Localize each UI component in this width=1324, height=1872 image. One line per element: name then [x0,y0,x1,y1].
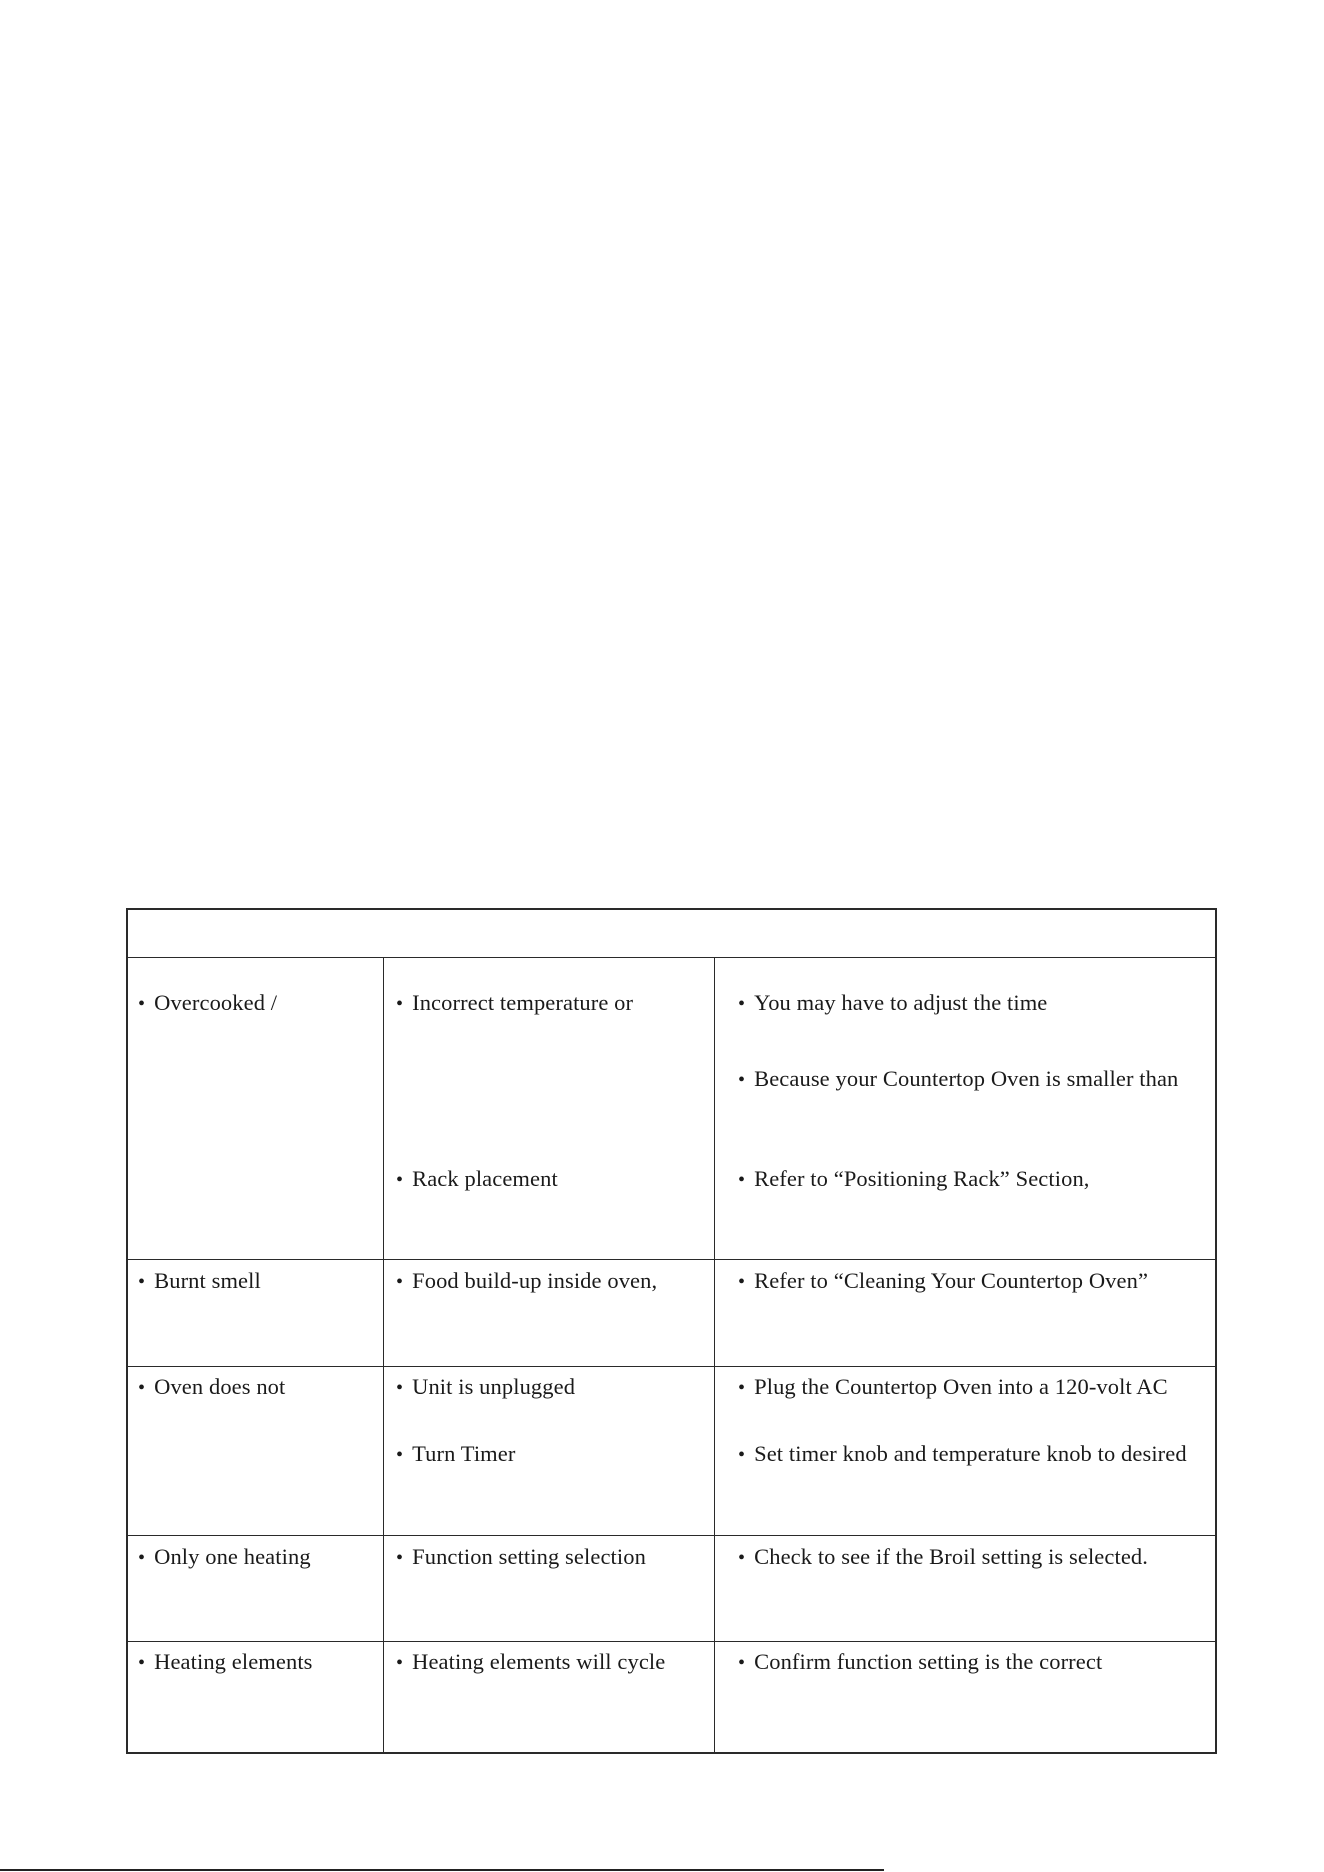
solution-text: • Refer to “Positioning Rack” Section, [738,1166,1090,1193]
problem-text: • Only one heating [138,1544,311,1571]
column-divider [383,958,384,1752]
problem-text: • Heating elements [138,1649,313,1676]
solution-text: • Refer to “Cleaning Your Countertop Oven” [738,1268,1148,1295]
solution-text: • Confirm function setting is the correct [738,1649,1102,1676]
problem-text: • Overcooked / [138,990,277,1017]
troubleshooting-table [126,908,1217,1754]
cause-text: • Incorrect temperature or [396,990,633,1017]
problem-text: • Burnt smell [138,1268,261,1295]
problem-text: • Oven does not [138,1374,285,1401]
cause-text: • Turn Timer [396,1441,515,1468]
row-divider [128,1641,1215,1642]
cause-text: • Food build-up inside oven, [396,1268,657,1295]
footer-rule [0,1869,884,1871]
solution-text: • Because your Countertop Oven is smaller than [738,1066,1178,1093]
row-divider [128,1259,1215,1260]
table-header-row [128,910,1215,958]
solution-text: • Plug the Countertop Oven into a 120-volt AC [738,1374,1168,1401]
cause-text: • Rack placement [396,1166,558,1193]
solution-text: • You may have to adjust the time [738,990,1047,1017]
column-divider [714,958,715,1752]
row-divider [128,1535,1215,1536]
cause-text: • Unit is unplugged [396,1374,575,1401]
solution-text: • Check to see if the Broil setting is selected. [738,1544,1148,1571]
solution-text: • Set timer knob and temperature knob to desired [738,1441,1187,1468]
row-divider [128,1366,1215,1367]
cause-text: • Function setting selection [396,1544,646,1571]
cause-text: • Heating elements will cycle [396,1649,665,1676]
